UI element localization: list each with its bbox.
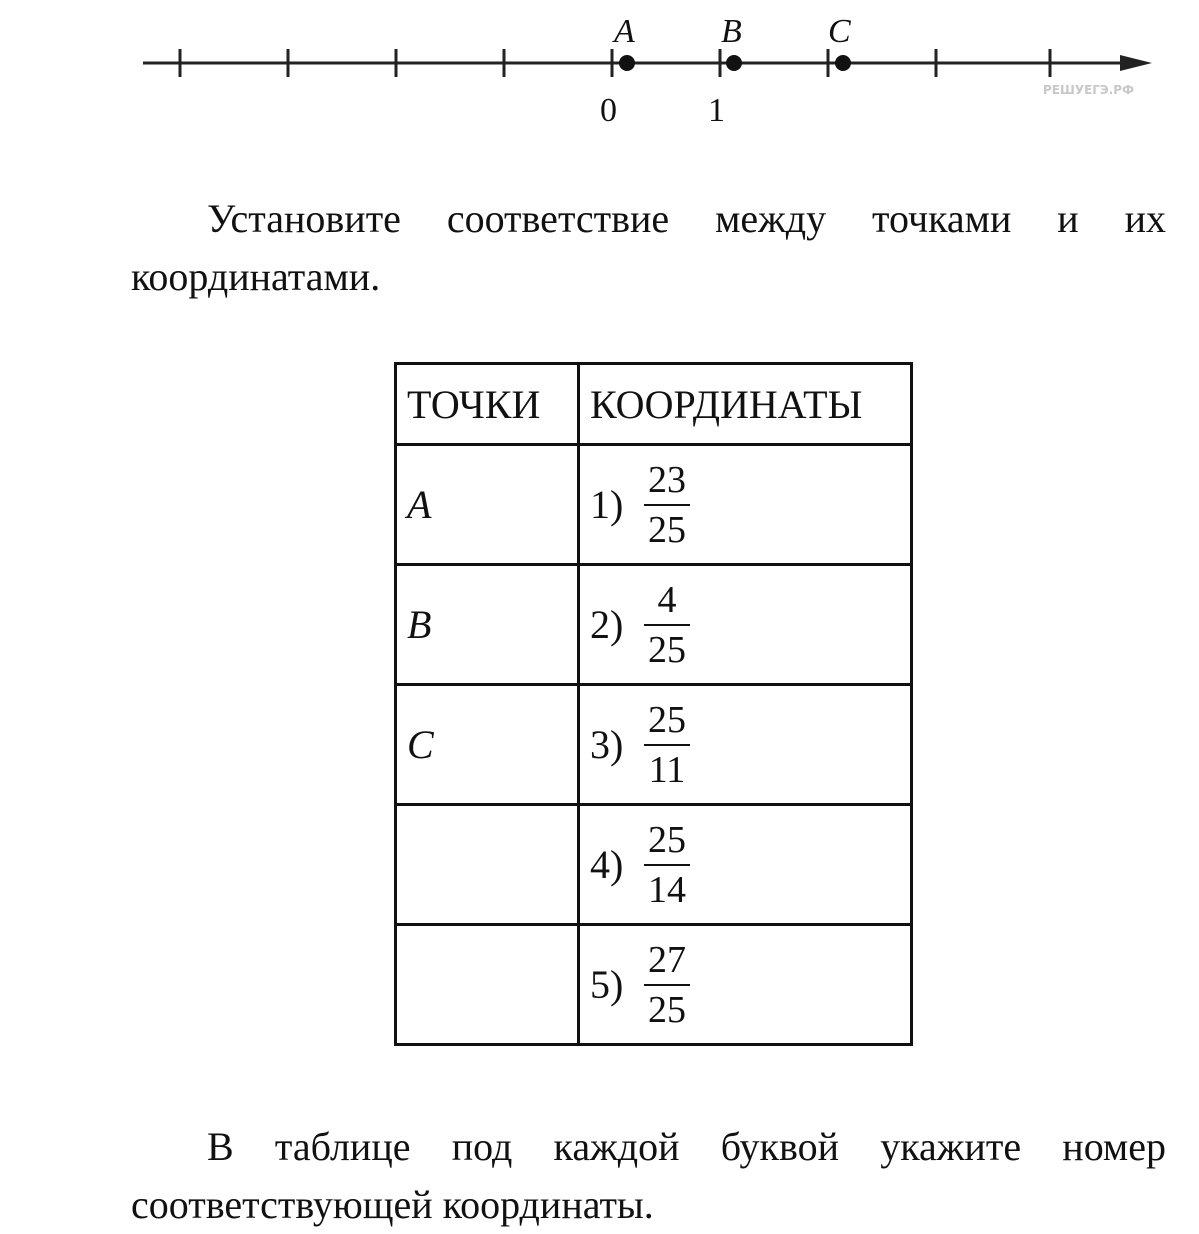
tick-label-zero: 0 (600, 92, 617, 129)
fraction-bar (644, 504, 690, 506)
coordinate-number: 4) (590, 842, 624, 887)
fraction-denominator: 25 (648, 508, 686, 551)
fraction-denominator: 25 (648, 628, 686, 671)
table-row (396, 445, 912, 565)
point-a-label: A (614, 13, 635, 50)
fraction (644, 938, 690, 1032)
coordinate-cell (579, 685, 912, 805)
coordinate-cell (579, 925, 912, 1045)
fraction (644, 578, 690, 672)
axis-arrow-icon (1120, 55, 1152, 71)
fraction-bar (644, 984, 690, 986)
coordinate-cell (579, 445, 912, 565)
table-header-row (396, 364, 912, 445)
header-coordinates: КООРДИНАТЫ (579, 364, 912, 445)
coordinate-number: 2) (590, 602, 624, 647)
fraction-bar (644, 744, 690, 746)
fraction-numerator: 25 (648, 698, 686, 741)
coordinate-number: 1) (590, 482, 624, 527)
point-cell: C (396, 685, 579, 805)
point-b-label: B (721, 13, 742, 50)
task-instruction-text: В таблице под каждой буквой укажите номер соответствующей координаты. (131, 1124, 1166, 1227)
header-points: ТОЧКИ (396, 364, 579, 445)
point-cell: A (396, 445, 579, 565)
coordinate-cell (579, 805, 912, 925)
fraction-bar (644, 624, 690, 626)
coordinate-number: 5) (590, 962, 624, 1007)
matching-table (394, 362, 913, 1046)
fraction-numerator: 4 (657, 578, 677, 621)
table-row (396, 805, 912, 925)
table-row (396, 565, 912, 685)
task-intro-text: Установите соответствие между точками и их координатами. (131, 196, 1166, 299)
point-b-dot (726, 55, 742, 71)
task-instruction (131, 1118, 1166, 1234)
point-c-dot (835, 55, 851, 71)
watermark-text: РЕШУЕГЭ.РФ (1043, 83, 1134, 97)
fraction-denominator: 14 (648, 868, 686, 911)
coordinate-cell (579, 565, 912, 685)
tick-label-one: 1 (708, 92, 725, 129)
point-cell (396, 925, 579, 1045)
point-a-dot (619, 55, 635, 71)
fraction-bar (644, 864, 690, 866)
fraction (644, 698, 690, 792)
fraction-numerator: 23 (648, 458, 686, 501)
fraction-denominator: 25 (648, 988, 686, 1031)
fraction-numerator: 27 (648, 938, 686, 981)
table-row (396, 925, 912, 1045)
fraction (644, 458, 690, 552)
fraction-denominator: 11 (648, 748, 686, 791)
fraction (644, 818, 690, 912)
coordinate-number: 3) (590, 722, 624, 767)
number-line (0, 0, 1199, 140)
point-cell: B (396, 565, 579, 685)
point-cell (396, 805, 579, 925)
table-row (396, 685, 912, 805)
task-intro (131, 190, 1166, 306)
point-c-label: C (828, 13, 851, 50)
fraction-numerator: 25 (648, 818, 686, 861)
